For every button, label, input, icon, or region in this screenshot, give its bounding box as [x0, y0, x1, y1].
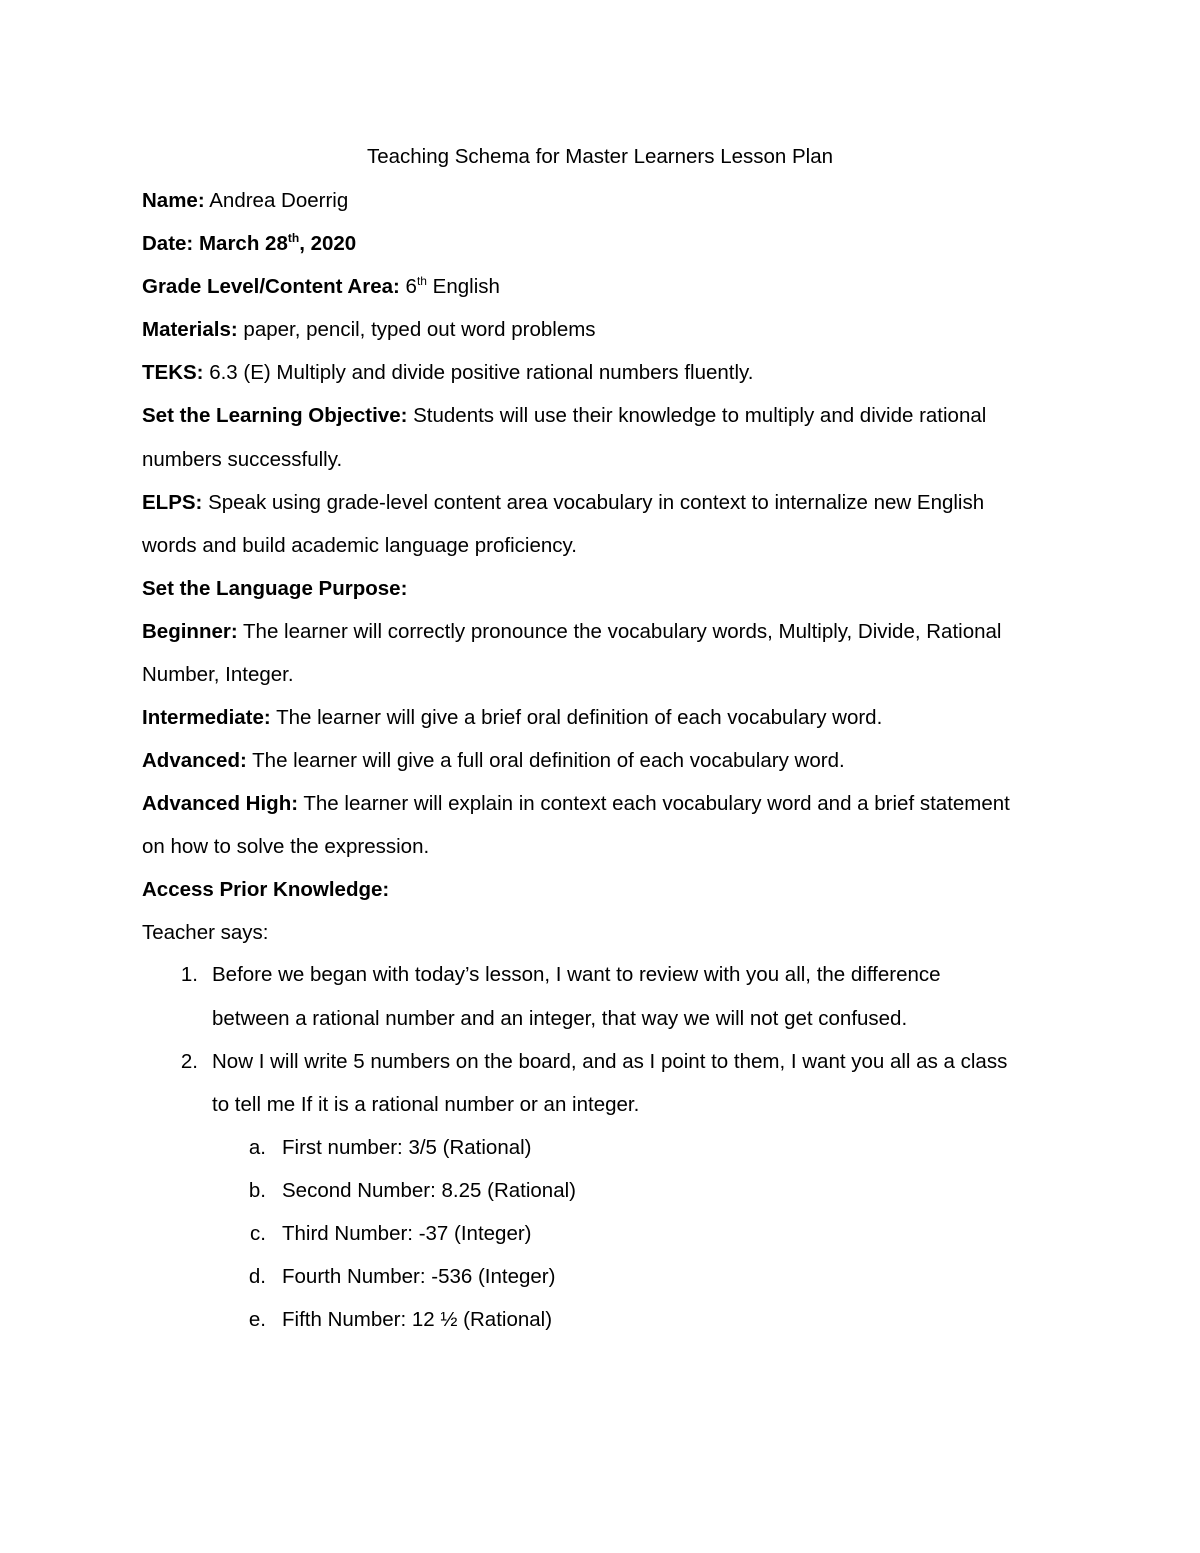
step-marker: 1. — [180, 963, 198, 986]
beginner-text-1: The learner will correctly pronounce the vocabulary words, Multiply, Divide, Rational — [243, 620, 1002, 643]
language-purpose-heading — [142, 576, 407, 602]
advanced-line — [142, 748, 845, 774]
beginner-line-1 — [142, 619, 1001, 645]
objective-line-1 — [142, 403, 986, 429]
elps-text-2: words and build academic language proficiency. — [142, 534, 577, 557]
materials-line — [142, 317, 596, 343]
number-item-text: Fifth Number: 12 ½ (Rational) — [282, 1308, 553, 1331]
number-item-text: Second Number: 8.25 (Rational) — [282, 1179, 576, 1202]
prior-knowledge-heading — [142, 877, 389, 903]
grade-sup: th — [416, 274, 427, 289]
elps-label: ELPS: — [142, 491, 203, 514]
beginner-label: Beginner: — [142, 620, 238, 643]
item-marker: d. — [248, 1265, 266, 1288]
advanced-high-text-1: The learner will explain in context each vocabulary word and a brief statement — [303, 792, 1010, 815]
name-line — [142, 188, 348, 214]
date-year: , 2020 — [299, 232, 357, 255]
item-marker: e. — [248, 1308, 266, 1331]
elps-line-1 — [142, 490, 984, 516]
date-label: Date: — [142, 232, 194, 255]
advanced-text: The learner will give a full oral definition of each vocabulary word. — [252, 749, 845, 772]
number-item-text: First number: 3/5 (Rational) — [282, 1136, 532, 1159]
document-title: Teaching Schema for Master Learners Lesson Plan — [366, 145, 834, 168]
date-sup: th — [287, 231, 300, 246]
date-value: March 28 — [198, 232, 288, 255]
intermediate-label: Intermediate: — [142, 706, 271, 729]
item-marker: b. — [248, 1179, 266, 1202]
elps-text-1: Speak using grade-level content area vocabulary in context to internalize new English — [208, 491, 985, 514]
step-1-text-1: Before we began with today’s lesson, I want to review with you all, the difference — [212, 963, 941, 986]
step-1-text-2: between a rational number and an integer, that way we will not get confused. — [212, 1007, 908, 1030]
teks-line — [142, 360, 753, 386]
step-2-text-2: to tell me If it is a rational number or an integer. — [212, 1093, 640, 1116]
date-line — [142, 231, 356, 257]
teacher-says: Teacher says: — [142, 921, 269, 944]
objective-text-1: Students will use their knowledge to multiply and divide rational — [413, 404, 987, 427]
beginner-text-2: Number, Integer. — [142, 663, 294, 686]
teks-value: 6.3 (E) Multiply and divide positive rational numbers fluently. — [209, 361, 754, 384]
objective-text-2: numbers successfully. — [142, 448, 343, 471]
name-value: Andrea Doerrig — [209, 189, 349, 212]
advanced-high-label: Advanced High: — [142, 792, 299, 815]
grade-subject: English — [432, 275, 500, 298]
intermediate-line — [142, 705, 882, 731]
objective-label: Set the Learning Objective: — [142, 404, 408, 427]
materials-value: paper, pencil, typed out word problems — [243, 318, 596, 341]
item-marker: c. — [250, 1222, 266, 1245]
grade-number: 6 — [405, 275, 417, 298]
intermediate-text: The learner will give a brief oral definition of each vocabulary word. — [276, 706, 883, 729]
item-marker: a. — [248, 1136, 266, 1159]
name-label: Name: — [142, 189, 205, 212]
advanced-high-line-1 — [142, 791, 1010, 817]
number-item-text: Third Number: -37 (Integer) — [282, 1222, 532, 1245]
materials-label: Materials: — [142, 318, 238, 341]
grade-line — [142, 274, 500, 300]
advanced-label: Advanced: — [142, 749, 247, 772]
teks-label: TEKS: — [142, 361, 204, 384]
grade-label: Grade Level/Content Area: — [142, 275, 400, 298]
prior-knowledge-label: Access Prior Knowledge: — [142, 878, 390, 901]
advanced-high-text-2: on how to solve the expression. — [142, 835, 430, 858]
number-item-text: Fourth Number: -536 (Integer) — [282, 1265, 556, 1288]
step-marker: 2. — [180, 1050, 198, 1073]
language-purpose-label: Set the Language Purpose: — [142, 577, 408, 600]
step-2-text-1: Now I will write 5 numbers on the board, and as I point to them, I want you all as a class — [212, 1050, 1008, 1073]
